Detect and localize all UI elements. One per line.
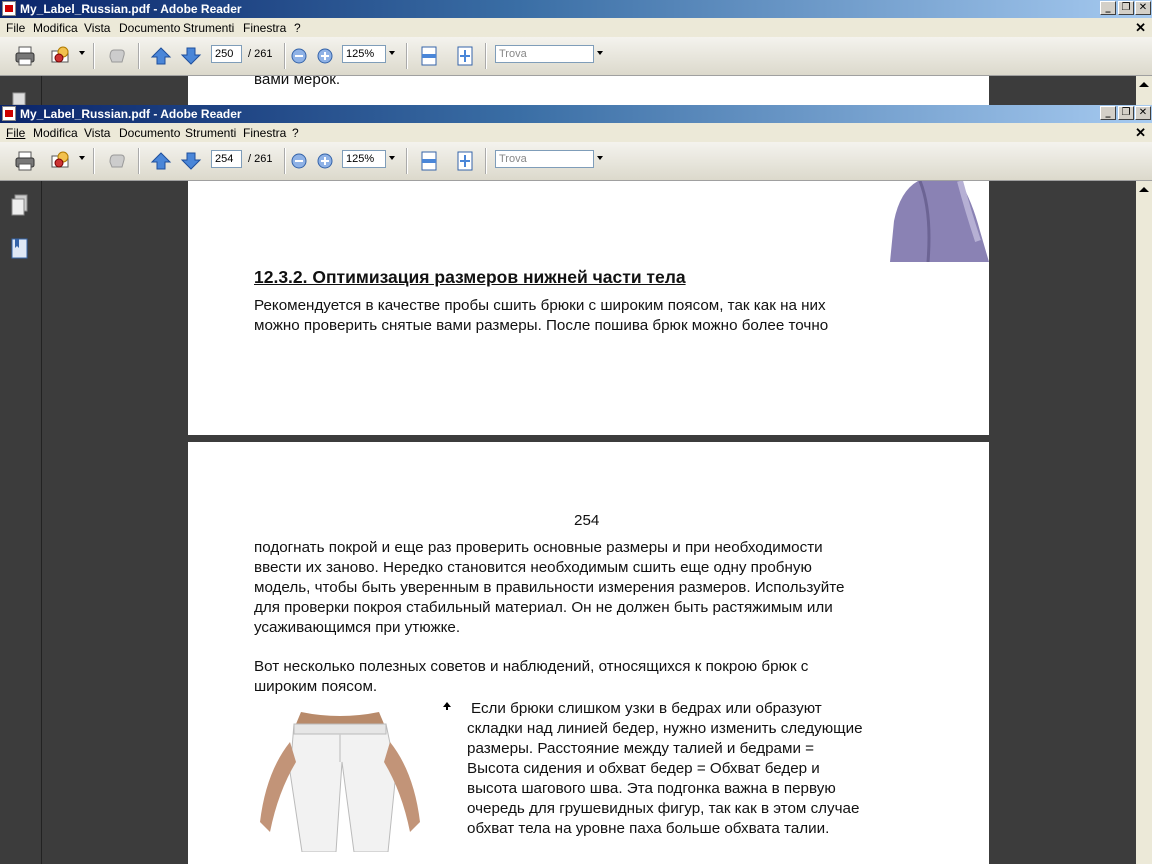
front-toolbar <box>0 142 1152 181</box>
zoom-in-icon[interactable] <box>316 152 334 170</box>
back-window <box>0 0 1152 105</box>
paragraph-line: ввести их заново. Нередко становится необходимым сшить еще одну пробную <box>254 559 812 576</box>
close-icon[interactable]: ✕ <box>1135 106 1151 120</box>
menu-modifica[interactable]: Modifica <box>33 126 78 140</box>
bookmarks-icon[interactable] <box>9 236 31 262</box>
adobe-reader-icon <box>2 106 16 121</box>
page-number-input[interactable]: 250 <box>211 45 242 63</box>
toolbar-separator <box>284 148 286 174</box>
print-icon[interactable] <box>14 150 36 172</box>
bullet-line: Высота сидения и обхват бедер = Обхват бедер и <box>467 760 820 777</box>
bullet-line: высота шагового шва. Эта подгонка важна в первую <box>467 780 836 797</box>
adobe-reader-icon <box>2 1 16 16</box>
toolbar-separator <box>138 148 140 174</box>
toolbar-separator <box>284 43 286 69</box>
minimize-icon[interactable]: _ <box>1100 106 1116 120</box>
paragraph-line: для проверки покроя стабильный материал. Он не должен быть растяжимым или <box>254 599 833 616</box>
close-icon[interactable]: ✕ <box>1135 1 1151 15</box>
menu-strumenti[interactable]: Strumenti <box>185 126 237 140</box>
print-icon[interactable] <box>14 45 36 67</box>
bullet-icon <box>442 701 452 711</box>
paragraph-line: усаживающимся при утюжке. <box>254 619 461 636</box>
next-page-icon[interactable] <box>180 150 202 172</box>
toolbar-separator <box>485 43 487 69</box>
page-total: / 261 <box>248 153 273 165</box>
back-scrollbar[interactable] <box>1136 76 1152 105</box>
scroll-up-icon[interactable] <box>1139 82 1149 87</box>
restore-icon[interactable]: ❐ <box>1118 106 1134 120</box>
paragraph-line: широким поясом. <box>254 678 378 695</box>
page-total: / 261 <box>248 48 273 60</box>
pages-icon[interactable] <box>9 193 31 219</box>
menu-modifica[interactable]: Modifica <box>33 21 78 35</box>
bullet-line: очередь для грушевидных фигур, так как в этом случае <box>467 800 860 817</box>
hand-tool-icon[interactable] <box>105 150 127 172</box>
pages-icon[interactable] <box>10 91 30 105</box>
email-dropdown-icon[interactable] <box>79 156 85 160</box>
back-page <box>188 71 989 105</box>
zoom-out-icon[interactable] <box>290 152 308 170</box>
menu-file[interactable]: File <box>6 21 26 35</box>
zoom-dropdown-icon[interactable] <box>389 156 395 160</box>
minimize-icon[interactable]: _ <box>1100 1 1116 15</box>
menu-help[interactable]: ? <box>294 21 301 35</box>
front-nav-panel <box>0 181 42 864</box>
hand-tool-icon[interactable] <box>105 45 127 67</box>
section-heading: 12.3.2. Оптимизация размеров нижней части тела <box>254 267 686 287</box>
back-page-text: вами мерок. <box>254 71 341 88</box>
front-titlebar <box>0 105 1152 123</box>
email-icon[interactable] <box>50 150 72 172</box>
menu-documento[interactable]: Documento <box>119 21 181 35</box>
zoom-out-icon[interactable] <box>290 47 308 65</box>
zoom-dropdown-icon[interactable] <box>389 51 395 55</box>
page-number-input[interactable]: 254 <box>211 150 242 168</box>
doc-close-icon[interactable]: ✕ <box>1135 20 1146 35</box>
page-number: 254 <box>574 512 600 529</box>
toolbar-separator <box>485 148 487 174</box>
paragraph-line: Вот несколько полезных советов и наблюдений, относящихся к покрою брюк с <box>254 658 809 675</box>
fit-width-icon[interactable] <box>418 150 440 172</box>
fit-page-icon[interactable] <box>454 150 476 172</box>
bullet-line: складки над линией бедер, нужно изменить следующие <box>467 720 863 737</box>
back-window-title: My_Label_Russian.pdf - Adobe Reader <box>20 2 242 16</box>
toolbar-separator <box>138 43 140 69</box>
front-scrollbar[interactable] <box>1136 181 1152 864</box>
front-window-title: My_Label_Russian.pdf - Adobe Reader <box>20 107 242 121</box>
front-window <box>0 105 1152 864</box>
search-input[interactable]: Trova <box>495 150 594 168</box>
search-dropdown-icon[interactable] <box>597 51 603 55</box>
bullet-line: размеры. Расстояние между талией и бедрами = <box>467 740 815 757</box>
bullet-line: Если брюки слишком узки в бедрах или образуют <box>471 700 822 717</box>
page-lower <box>188 442 989 864</box>
zoom-input[interactable]: 125% <box>342 150 386 168</box>
scroll-up-icon[interactable] <box>1139 187 1149 192</box>
fit-width-icon[interactable] <box>418 45 440 67</box>
toolbar-separator <box>93 148 95 174</box>
page-upper <box>188 181 989 435</box>
search-input[interactable]: Trova <box>495 45 594 63</box>
menu-vista[interactable]: Vista <box>84 21 111 35</box>
paragraph-line: подогнать покрой и еще раз проверить основные размеры и при необходимости <box>254 539 823 556</box>
back-menubar <box>0 18 1152 37</box>
doc-close-icon[interactable]: ✕ <box>1135 125 1146 140</box>
restore-icon[interactable]: ❐ <box>1118 1 1134 15</box>
toolbar-separator <box>406 148 408 174</box>
document-area <box>42 181 1136 864</box>
intro-line: можно проверить снятые вами размеры. После пошива брюк можно более точно <box>254 317 829 334</box>
bullet-line: обхват тела на уровне паха больше обхвата талии. <box>467 820 830 837</box>
menu-strumenti[interactable]: Strumenti <box>183 21 235 35</box>
toolbar-separator <box>406 43 408 69</box>
front-menubar <box>0 123 1152 142</box>
paragraph-line: модель, чтобы быть уверенным в правильности измерения размеров. Используйте <box>254 579 845 596</box>
back-titlebar <box>0 0 1152 18</box>
previous-page-icon[interactable] <box>150 150 172 172</box>
zoom-input[interactable]: 125% <box>342 45 386 63</box>
trousers-figure-image <box>256 712 424 852</box>
search-dropdown-icon[interactable] <box>597 156 603 160</box>
menu-finestra[interactable]: Finestra <box>243 126 287 140</box>
email-dropdown-icon[interactable] <box>79 51 85 55</box>
fit-page-icon[interactable] <box>454 45 476 67</box>
menu-finestra[interactable]: Finestra <box>243 21 287 35</box>
back-toolbar <box>0 37 1152 76</box>
toolbar-separator <box>93 43 95 69</box>
email-icon[interactable] <box>50 45 72 67</box>
back-nav-panel <box>0 76 42 105</box>
zoom-in-icon[interactable] <box>316 47 334 65</box>
menu-documento[interactable]: Documento <box>119 126 181 140</box>
menu-vista[interactable]: Vista <box>84 126 111 140</box>
menu-help[interactable]: ? <box>292 126 299 140</box>
next-page-icon[interactable] <box>180 45 202 67</box>
figure-torso-image <box>880 181 989 262</box>
menu-file[interactable]: File <box>6 126 26 140</box>
previous-page-icon[interactable] <box>150 45 172 67</box>
intro-line: Рекомендуется в качестве пробы сшить брюки с широким поясом, так как на них <box>254 297 826 314</box>
